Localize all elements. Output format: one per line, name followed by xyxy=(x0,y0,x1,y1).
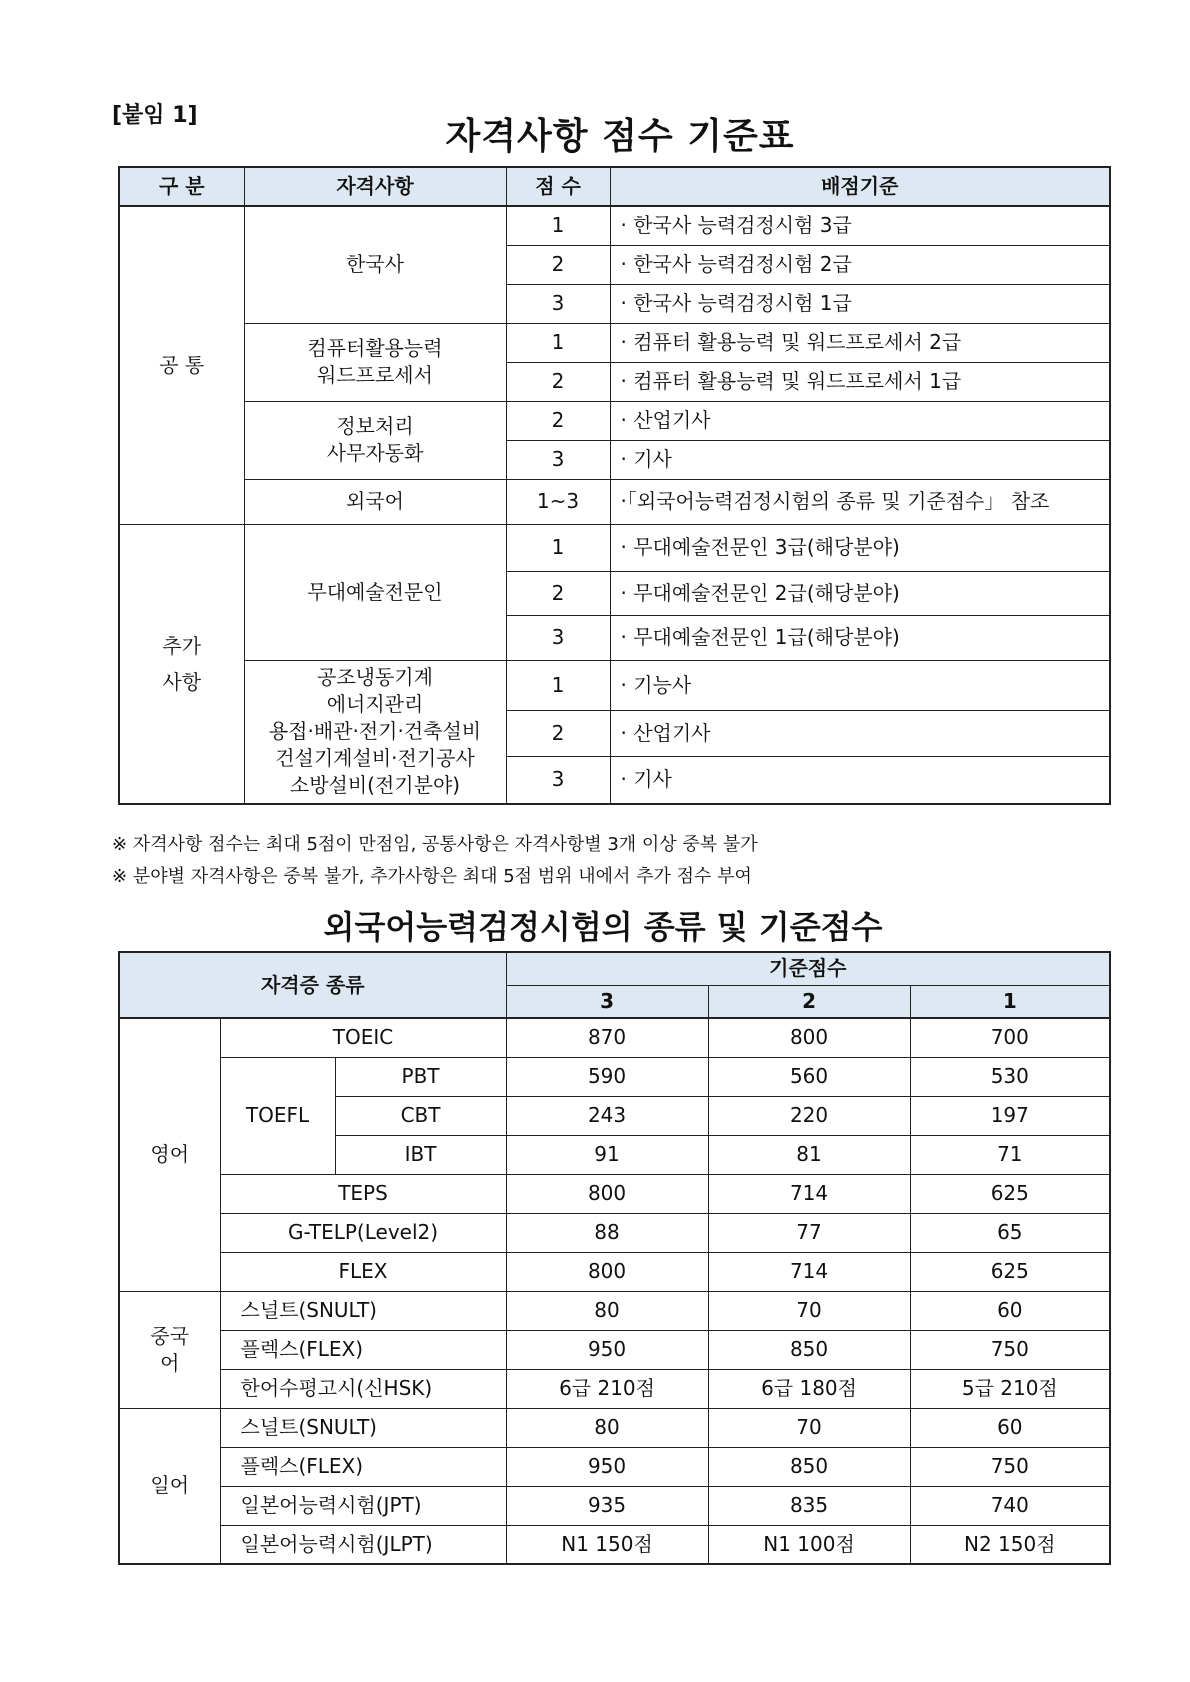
table-header-row xyxy=(119,167,1110,206)
exam-name: TEPS xyxy=(220,1174,506,1213)
table-row xyxy=(119,1018,1110,1057)
exam-subtype: CBT xyxy=(335,1096,506,1135)
score-cell: 800 xyxy=(506,1174,708,1213)
table-row xyxy=(119,1057,1110,1096)
score-cell: N2 150점 xyxy=(910,1525,1110,1564)
score-cell: 88 xyxy=(506,1213,708,1252)
score-cell: 6급 180점 xyxy=(708,1369,910,1408)
score-cell: 3 xyxy=(506,756,610,804)
score-cell: 714 xyxy=(708,1252,910,1291)
score-cell: 700 xyxy=(910,1018,1110,1057)
criteria-cell: · 산업기사 xyxy=(610,710,1110,756)
score-cell: 950 xyxy=(506,1447,708,1486)
language-label-line: 중국 xyxy=(150,1323,190,1348)
qual-name-line: 공조냉동기계 xyxy=(317,665,433,690)
score-cell: 1 xyxy=(506,323,610,362)
score-cell: 3 xyxy=(506,440,610,479)
group-common: 공 통 xyxy=(119,206,244,524)
score-cell: 1 xyxy=(506,206,610,245)
score-cell: N1 150점 xyxy=(506,1525,708,1564)
criteria-cell: ·「외국어능력검정시험의 종류 및 기준점수」 참조 xyxy=(610,479,1110,524)
score-cell: 60 xyxy=(910,1408,1110,1447)
score-cell: 560 xyxy=(708,1057,910,1096)
table-row xyxy=(119,401,1110,440)
score-cell: 800 xyxy=(708,1018,910,1057)
table-row xyxy=(119,660,1110,710)
score-cell: 714 xyxy=(708,1174,910,1213)
score-cell: 740 xyxy=(910,1486,1110,1525)
score-cell: 80 xyxy=(506,1291,708,1330)
table-row xyxy=(119,1447,1110,1486)
qual-name-line: 소방설비(전기분야) xyxy=(289,773,461,798)
language-english: 영어 xyxy=(119,1018,220,1291)
score-cell: 3 xyxy=(506,615,610,660)
score-cell: 800 xyxy=(506,1252,708,1291)
score-cell: 5급 210점 xyxy=(910,1369,1110,1408)
exam-name: TOEIC xyxy=(220,1018,506,1057)
exam-name: 일본어능력시험(JLPT) xyxy=(220,1525,506,1564)
criteria-cell: · 기능사 xyxy=(610,660,1110,710)
table-header-row xyxy=(119,952,1110,985)
criteria-cell: · 컴퓨터 활용능력 및 워드프로세서 1급 xyxy=(610,362,1110,401)
criteria-cell: · 한국사 능력검정시험 3급 xyxy=(610,206,1110,245)
header-level-1: 1 xyxy=(910,985,1110,1018)
header-level-3: 3 xyxy=(506,985,708,1018)
attachment-label: [붙임 1] xyxy=(112,103,198,128)
table-row xyxy=(119,1174,1110,1213)
criteria-cell: · 산업기사 xyxy=(610,401,1110,440)
score-cell: 70 xyxy=(708,1408,910,1447)
exam-subtype: PBT xyxy=(335,1057,506,1096)
criteria-cell: · 무대예술전문인 2급(해당분야) xyxy=(610,571,1110,615)
table-row xyxy=(119,1252,1110,1291)
table-row xyxy=(119,524,1110,571)
qual-name-line: 용접·배관·전기·건축설비 xyxy=(268,719,482,744)
header-level-2: 2 xyxy=(708,985,910,1018)
qual-name-line: 건설기계설비·전기공사 xyxy=(275,746,475,771)
score-cell: 2 xyxy=(506,362,610,401)
qual-name-line: 정보처리 xyxy=(336,414,414,438)
score-cell: 1 xyxy=(506,524,610,571)
group-label-line: 추가 xyxy=(162,633,202,658)
qual-name-line: 컴퓨터활용능력 xyxy=(307,336,443,360)
score-cell: 590 xyxy=(506,1057,708,1096)
score-cell: 2 xyxy=(506,401,610,440)
score-cell: 850 xyxy=(708,1330,910,1369)
table-row xyxy=(119,1213,1110,1252)
qual-name-line: 워드프로세서 xyxy=(317,363,433,387)
score-cell: 71 xyxy=(910,1135,1110,1174)
exam-name: 한어수평고시(신HSK) xyxy=(220,1369,506,1408)
header-qualification: 자격사항 xyxy=(244,167,506,206)
criteria-cell: · 기사 xyxy=(610,756,1110,804)
score-cell: 750 xyxy=(910,1330,1110,1369)
score-cell: 2 xyxy=(506,571,610,615)
score-cell: 870 xyxy=(506,1018,708,1057)
qual-info-processing xyxy=(244,401,506,479)
criteria-cell: · 컴퓨터 활용능력 및 워드프로세서 2급 xyxy=(610,323,1110,362)
score-cell: 625 xyxy=(910,1252,1110,1291)
qual-computer xyxy=(244,323,506,401)
qual-technical xyxy=(244,660,506,804)
table-row xyxy=(119,1525,1110,1564)
score-cell: 220 xyxy=(708,1096,910,1135)
qual-foreign-language: 외국어 xyxy=(244,479,506,524)
header-score: 점 수 xyxy=(506,167,610,206)
exam-name: 스널트(SNULT) xyxy=(220,1291,506,1330)
score-cell: 60 xyxy=(910,1291,1110,1330)
header-standard-score: 기준점수 xyxy=(506,952,1110,985)
header-criteria: 배점기준 xyxy=(610,167,1110,206)
score-cell: 80 xyxy=(506,1408,708,1447)
language-label-line: 어 xyxy=(160,1350,180,1375)
qual-name-line: 사무자동화 xyxy=(326,441,424,465)
table-row xyxy=(119,323,1110,362)
page-title: 자격사항 점수 기준표 xyxy=(445,116,795,157)
exam-subtype: IBT xyxy=(335,1135,506,1174)
score-cell: 2 xyxy=(506,710,610,756)
section-title: 외국어능력검정시험의 종류 및 기준점수 xyxy=(323,908,883,946)
exam-name: G-TELP(Level2) xyxy=(220,1213,506,1252)
score-cell: 750 xyxy=(910,1447,1110,1486)
criteria-cell: · 한국사 능력검정시험 2급 xyxy=(610,245,1110,284)
header-category: 구 분 xyxy=(119,167,244,206)
score-cell: 530 xyxy=(910,1057,1110,1096)
exam-name: 플렉스(FLEX) xyxy=(220,1447,506,1486)
score-cell: 1~3 xyxy=(506,479,610,524)
criteria-cell: · 무대예술전문인 3급(해당분야) xyxy=(610,524,1110,571)
score-cell: 77 xyxy=(708,1213,910,1252)
score-cell: 3 xyxy=(506,284,610,323)
table-row xyxy=(119,1369,1110,1408)
score-cell: 835 xyxy=(708,1486,910,1525)
score-cell: 81 xyxy=(708,1135,910,1174)
table-row xyxy=(119,479,1110,524)
qual-korean-history: 한국사 xyxy=(244,206,506,323)
language-chinese xyxy=(119,1291,220,1408)
score-cell: N1 100점 xyxy=(708,1525,910,1564)
score-cell: 1 xyxy=(506,660,610,710)
score-cell: 91 xyxy=(506,1135,708,1174)
criteria-cell: · 무대예술전문인 1급(해당분야) xyxy=(610,615,1110,660)
score-cell: 850 xyxy=(708,1447,910,1486)
language-japanese: 일어 xyxy=(119,1408,220,1564)
score-cell: 70 xyxy=(708,1291,910,1330)
qual-name-line: 에너지관리 xyxy=(326,692,424,717)
table-row xyxy=(119,1408,1110,1447)
exam-name: 스널트(SNULT) xyxy=(220,1408,506,1447)
score-cell: 625 xyxy=(910,1174,1110,1213)
score-cell: 6급 210점 xyxy=(506,1369,708,1408)
table-row xyxy=(119,1330,1110,1369)
criteria-cell: · 기사 xyxy=(610,440,1110,479)
exam-name: TOEFL xyxy=(220,1057,335,1174)
score-cell: 65 xyxy=(910,1213,1110,1252)
criteria-cell: · 한국사 능력검정시험 1급 xyxy=(610,284,1110,323)
exam-name: 플렉스(FLEX) xyxy=(220,1330,506,1369)
header-cert-type: 자격증 종류 xyxy=(119,952,506,1018)
group-label-line: 사항 xyxy=(162,669,202,694)
qual-stage-art: 무대예술전문인 xyxy=(244,524,506,660)
table-row xyxy=(119,1291,1110,1330)
score-cell: 243 xyxy=(506,1096,708,1135)
score-cell: 935 xyxy=(506,1486,708,1525)
exam-name: FLEX xyxy=(220,1252,506,1291)
table-row xyxy=(119,206,1110,245)
qualification-score-table xyxy=(118,166,1111,805)
exam-name: 일본어능력시험(JPT) xyxy=(220,1486,506,1525)
foreign-language-score-table xyxy=(118,951,1111,1565)
footnote: ※ 자격사항 점수는 최대 5점이 만점임, 공통사항은 자격사항별 3개 이상 중복 불가 xyxy=(112,834,758,855)
footnote: ※ 분야별 자격사항은 중복 불가, 추가사항은 최대 5점 범위 내에서 추가 점수 부여 xyxy=(112,866,752,887)
score-cell: 2 xyxy=(506,245,610,284)
score-cell: 197 xyxy=(910,1096,1110,1135)
table-row xyxy=(119,1486,1110,1525)
score-cell: 950 xyxy=(506,1330,708,1369)
group-extra xyxy=(119,524,244,804)
